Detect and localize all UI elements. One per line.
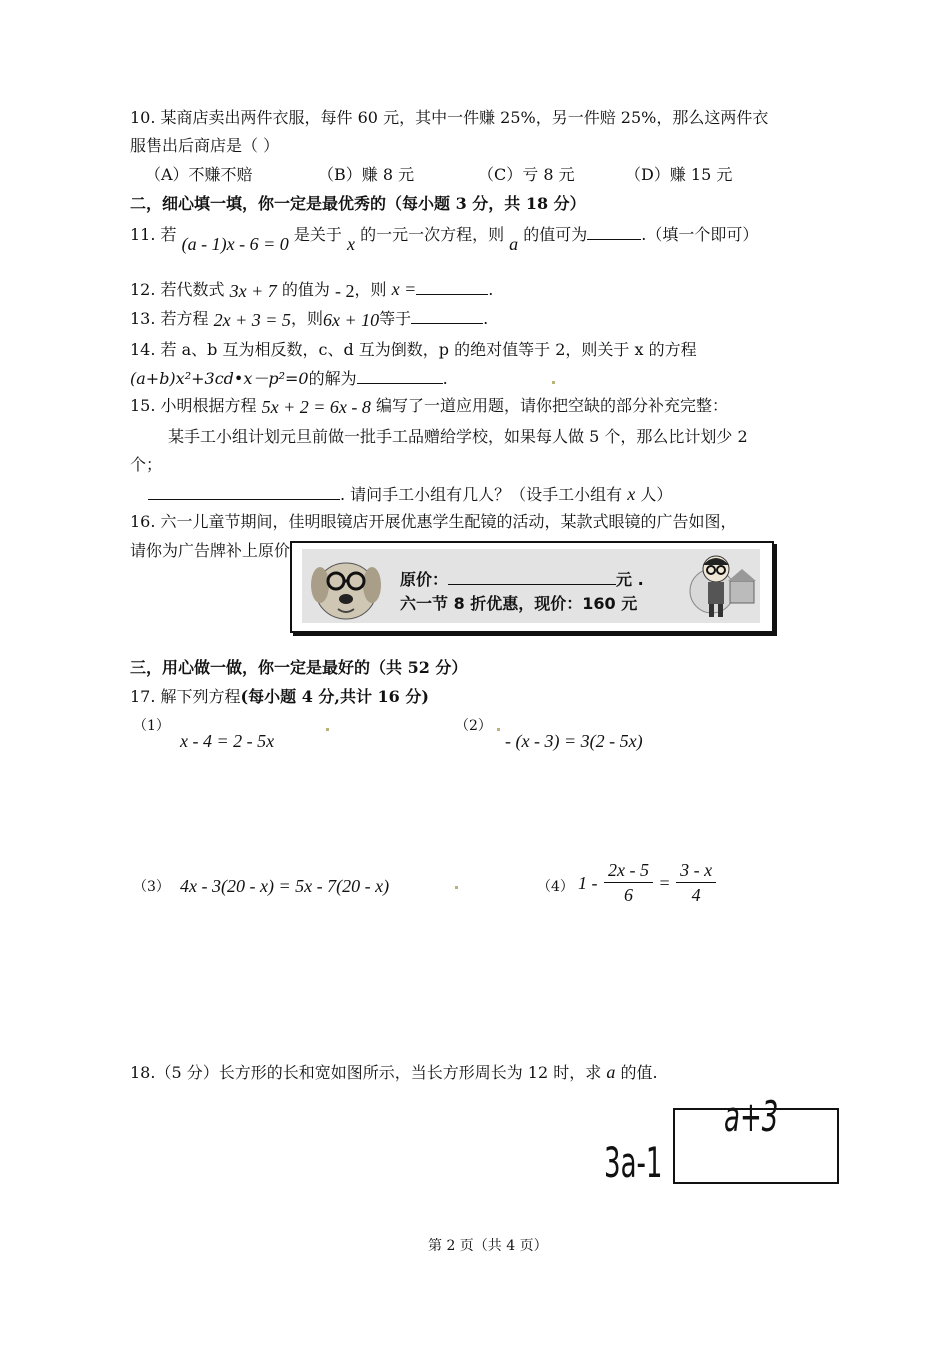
q11-answer-blank[interactable] <box>587 225 641 240</box>
q17-p1-equation: x - 4 = 2 - 5x <box>180 731 275 751</box>
q13-expr: 6x + 10 <box>322 310 380 330</box>
section3-title: 三，用心做一做，你一定是最好的（共 52 分） <box>130 658 468 677</box>
q17-p4-fraction-1 <box>604 858 653 907</box>
q15-suffix: 编写了一道应用题，请你把空缺的部分补充完整： <box>376 396 729 415</box>
q12-mid: 的值为 <box>281 280 330 299</box>
q15-answer-blank[interactable] <box>148 485 340 500</box>
q17-title-b: (每小题 4 分,共计 16 分) <box>240 687 429 706</box>
advertisement-panel <box>302 549 760 623</box>
q10-option-c: （C）亏 8 元 <box>478 165 575 184</box>
q14-tail: . <box>442 369 448 388</box>
q14-equation: (a+b)x²+3cd•x－p²=0 <box>130 369 309 388</box>
q15-line2: 某手工小组计划元旦前做一批手工品赠给学校，如果每人做 5 个，那么比计划少 2 <box>168 427 748 446</box>
q11-var-a: a <box>509 234 519 254</box>
q12-prefix: 12. 若代数式 <box>130 280 225 299</box>
q16-line2: 请你为广告牌补上原价 <box>130 541 291 560</box>
q12-lhs: x = <box>391 279 417 299</box>
q15-line4 <box>148 484 672 505</box>
q17-p4-fraction-2 <box>676 858 716 907</box>
q11-var-x: x <box>346 234 355 254</box>
q17-p4-equation <box>578 858 718 907</box>
dog-with-glasses-icon <box>308 553 384 621</box>
q17-p4-eq: = <box>659 872 670 893</box>
q10-option-a: （A）不赚不赔 <box>145 165 253 184</box>
q17-p4-num2: 3 - x <box>676 858 716 883</box>
ad-discount-line: 六一节 8 折优惠，现价：160 元 <box>400 594 638 613</box>
q17-p4-label: （4） <box>537 879 574 895</box>
q17-p3-label: （3） <box>133 879 170 895</box>
q12-expr: 3x + 7 <box>229 281 277 301</box>
q18-prefix: 18.（5 分）长方形的长和宽如图所示，当长方形周长为 12 时，求 <box>130 1063 602 1082</box>
stray-dot <box>326 728 329 731</box>
q14-answer-blank[interactable] <box>357 369 443 384</box>
q13 <box>130 308 488 329</box>
q17-p4-num1: 2x - 5 <box>604 858 653 883</box>
q12-answer-blank[interactable] <box>416 280 488 295</box>
q15-eq: 5x + 2 = 6x - 8 <box>261 397 371 417</box>
q17-p1-label: （1） <box>133 718 170 734</box>
q17-p2-label: （2） <box>455 718 492 734</box>
ad-original-price-unit: 元 . <box>616 570 644 589</box>
q15-line3: 个； <box>130 455 163 474</box>
q17-title-a: 17. 解下列方程 <box>130 687 241 706</box>
q12-tail: . <box>488 280 494 299</box>
rectangle-width-label: 3a-1 <box>604 1138 663 1187</box>
stray-dot <box>497 728 500 731</box>
rectangle-length-label: a+3 <box>724 1092 779 1141</box>
q15-prefix: 15. 小明根据方程 <box>130 396 257 415</box>
q17-p4-lead: 1 - <box>578 872 598 893</box>
section2-title: 二，细心填一填，你一定是最优秀的（每小题 3 分，共 18 分） <box>130 194 586 213</box>
q11-mid2: 的一元一次方程，则 <box>360 225 505 244</box>
q15-line4-end: 人） <box>640 485 673 504</box>
q12 <box>130 279 493 300</box>
q18-var-a: a <box>606 1062 616 1082</box>
q15-var-x: x <box>627 484 636 504</box>
q11-suffix: 的值可为 <box>523 225 588 244</box>
stray-dot <box>455 886 458 889</box>
q14-suffix: 的解为 <box>308 369 357 388</box>
q13-answer-blank[interactable] <box>411 309 483 324</box>
q15-line4-tail: . 请问手工小组有几人？（设手工小组有 <box>340 485 623 504</box>
q18-tail: 的值. <box>620 1063 658 1082</box>
q16-line1: 16. 六一儿童节期间，佳明眼镜店开展优惠学生配镜的活动，某款式眼镜的广告如图， <box>130 512 737 531</box>
q18-text <box>130 1062 658 1083</box>
page-footer: 第 2 页（共 4 页） <box>428 1238 548 1254</box>
q13-eq: 2x + 3 = 5 <box>213 310 291 330</box>
q12-value: - 2 <box>334 281 355 301</box>
q17-p2-equation: - (x - 3) = 3(2 - 5x) <box>505 731 643 751</box>
q14-line1: 14. 若 a、b 互为相反数，c、d 互为倒数，p 的绝对值等于 2，则关于 x 的方程 <box>130 340 697 359</box>
q11-prefix: 11. 若 <box>130 225 177 244</box>
q12-mid2: ，则 <box>354 280 387 299</box>
q17-p3-equation: 4x - 3(20 - x) = 5x - 7(20 - x) <box>180 876 390 896</box>
q10-option-d: （D）赚 15 元 <box>625 165 733 184</box>
q13-mid: ，则 <box>290 309 323 328</box>
q17-p4-den1: 6 <box>623 885 633 905</box>
q10-line2: 服售出后商店是（ ） <box>130 136 280 155</box>
q16-answer-blank[interactable] <box>448 570 616 585</box>
q11-equation: (a - 1)x - 6 = 0 <box>181 234 289 254</box>
ad-original-price <box>400 567 644 590</box>
q11-mid: 是关于 <box>293 225 342 244</box>
q14-line2 <box>130 369 448 389</box>
q13-prefix: 13. 若方程 <box>130 309 209 328</box>
q10-option-b: （B）赚 8 元 <box>318 165 415 184</box>
q11-tail: .（填一个即可） <box>641 225 759 244</box>
q11 <box>130 224 759 254</box>
q17-p4-den2: 4 <box>691 885 701 905</box>
q13-suffix: 等于 <box>379 309 412 328</box>
stray-dot <box>552 381 555 384</box>
q13-tail: . <box>483 309 489 328</box>
q15-line1 <box>130 395 728 416</box>
q17-title <box>130 687 429 707</box>
advertisement-board <box>290 541 774 633</box>
q10-line1: 10. 某商店卖出两件衣服，每件 60 元，其中一件赚 25%，另一件赔 25%，那么这两件衣 <box>130 108 769 127</box>
ad-original-price-label: 原价： <box>400 570 449 589</box>
boy-with-glasses-icon <box>682 551 758 621</box>
